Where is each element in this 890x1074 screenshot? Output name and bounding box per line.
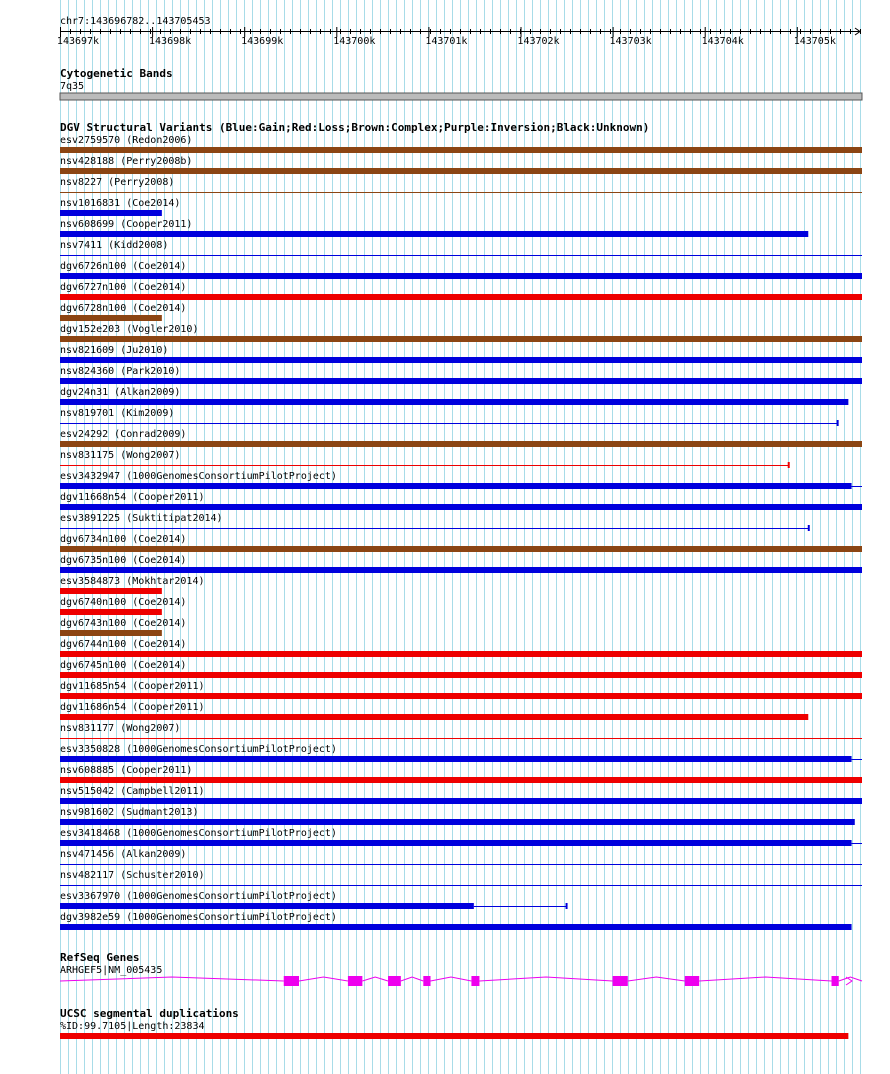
variant-row[interactable] — [60, 618, 186, 636]
variant-label: nsv7411 (Kidd2008) — [60, 240, 169, 251]
variant-bar[interactable] — [60, 630, 162, 636]
variant-row[interactable] — [60, 303, 186, 321]
segdup-label: %ID:99.7105|Length:23834 — [60, 1021, 205, 1032]
segdup-bar[interactable] — [60, 1033, 848, 1039]
variant-bar[interactable] — [60, 483, 852, 489]
dgv-track-title: DGV Structural Variants (Blue:Gain;Red:Loss;Brown:Complex;Purple:Inversion;Black:Unknown) — [60, 121, 650, 134]
variant-bar[interactable] — [60, 693, 862, 699]
ruler-tick-label: 143701k — [425, 36, 468, 47]
variant-row[interactable] — [60, 513, 809, 531]
variant-label: dgv6735n100 (Coe2014) — [60, 555, 187, 566]
gene-exon[interactable] — [685, 976, 699, 986]
variant-row[interactable] — [60, 807, 855, 825]
variant-bar[interactable] — [60, 315, 162, 321]
variant-row[interactable] — [60, 198, 180, 216]
cytoband-track-title: Cytogenetic Bands — [60, 67, 173, 80]
variant-bar[interactable] — [60, 840, 852, 846]
ruler — [57, 16, 861, 47]
variant-bar[interactable] — [60, 168, 862, 174]
variant-bar[interactable] — [60, 756, 852, 762]
strand-arrow — [846, 977, 852, 985]
variant-bar[interactable] — [60, 777, 862, 783]
ruler-tick-label: 143704k — [701, 36, 744, 47]
variant-label: nsv819701 (Kim2009) — [60, 408, 175, 419]
variant-label: nsv831175 (Wong2007) — [60, 450, 181, 461]
gene-exon[interactable] — [832, 976, 839, 986]
variant-label: dgv6740n100 (Coe2014) — [60, 597, 187, 608]
refseq-track-title: RefSeq Genes — [60, 951, 140, 964]
gene-exon[interactable] — [471, 976, 479, 986]
variant-bar[interactable] — [60, 336, 862, 342]
variant-bar[interactable] — [60, 294, 862, 300]
variant-label: esv3891225 (Suktitipat2014) — [60, 513, 223, 524]
variant-bar[interactable] — [60, 714, 808, 720]
region-label: chr7:143696782..143705453 — [60, 16, 211, 27]
variant-label: dgv24n31 (Alkan2009) — [60, 387, 181, 398]
variant-label: nsv821609 (Ju2010) — [60, 345, 169, 356]
variant-bar[interactable] — [60, 798, 862, 804]
variant-bar[interactable] — [60, 231, 808, 237]
variant-label: dgv6744n100 (Coe2014) — [60, 639, 187, 650]
gene-exon[interactable] — [423, 976, 430, 986]
ruler-tick-label: 143703k — [609, 36, 652, 47]
variant-label: nsv515042 (Campbell2011) — [60, 786, 205, 797]
segdup-track-title: UCSC segmental duplications — [60, 1007, 239, 1020]
variant-bar[interactable] — [60, 672, 862, 678]
variant-bar[interactable] — [60, 588, 162, 594]
variant-label: nsv824360 (Park2010) — [60, 366, 181, 377]
variant-label: dgv6727n100 (Coe2014) — [60, 282, 187, 293]
ruler-tick-label: 143699k — [241, 36, 284, 47]
variant-bar[interactable] — [60, 609, 162, 615]
variant-label: esv2759570 (Redon2006) — [60, 135, 193, 146]
variant-bar[interactable] — [60, 273, 862, 279]
variant-bar[interactable] — [60, 378, 862, 384]
variant-label: dgv6728n100 (Coe2014) — [60, 303, 187, 314]
gene-exon[interactable] — [348, 976, 362, 986]
variant-label: esv3418468 (1000GenomesConsortiumPilotProject) — [60, 828, 337, 839]
variant-bar[interactable] — [60, 819, 855, 825]
variant-label: dgv6734n100 (Coe2014) — [60, 534, 187, 545]
variant-label: nsv981602 (Sudmant2013) — [60, 807, 199, 818]
gene-exon[interactable] — [613, 976, 628, 986]
variant-row[interactable] — [60, 408, 838, 426]
variant-label: nsv482117 (Schuster2010) — [60, 870, 205, 881]
variant-bar[interactable] — [60, 399, 848, 405]
variant-label: dgv6745n100 (Coe2014) — [60, 660, 187, 671]
variant-bar[interactable] — [60, 567, 862, 573]
cytoband-bar[interactable] — [60, 93, 862, 100]
variant-label: dgv152e203 (Vogler2010) — [60, 324, 199, 335]
gene-label: ARHGEF5|NM_005435 — [60, 965, 163, 976]
variant-label: dgv11685n54 (Cooper2011) — [60, 681, 205, 692]
variant-bar[interactable] — [60, 357, 862, 363]
variant-bar[interactable] — [60, 546, 862, 552]
ruler-tick-label: 143697k — [56, 36, 100, 47]
variant-bar[interactable] — [60, 651, 862, 657]
variant-bar[interactable] — [60, 504, 862, 510]
gene-exon[interactable] — [284, 976, 299, 986]
variant-bar[interactable] — [60, 210, 162, 216]
variant-label: nsv1016831 (Coe2014) — [60, 198, 181, 209]
ruler-tick-label: 143700k — [333, 36, 376, 47]
cytoband-label: 7q35 — [60, 81, 85, 92]
variant-label: dgv3982e59 (1000GenomesConsortiumPilotProject) — [60, 912, 337, 923]
gene-exon[interactable] — [388, 976, 401, 986]
variant-bar[interactable] — [60, 441, 862, 447]
variant-label: esv3432947 (1000GenomesConsortiumPilotProject) — [60, 471, 337, 482]
variant-row[interactable] — [60, 450, 789, 468]
variant-label: dgv11686n54 (Cooper2011) — [60, 702, 205, 713]
ruler-tick-label: 143698k — [149, 36, 192, 47]
variant-label: dgv6743n100 (Coe2014) — [60, 618, 187, 629]
variant-label: esv24292 (Conrad2009) — [60, 429, 187, 440]
variant-bar[interactable] — [60, 147, 862, 153]
variant-row[interactable] — [60, 702, 808, 720]
variant-label: esv3584873 (Mokhtar2014) — [60, 576, 205, 587]
variant-row[interactable] — [60, 891, 567, 909]
variant-row[interactable] — [60, 597, 186, 615]
variant-row[interactable] — [60, 387, 848, 405]
variant-label: esv3367970 (1000GenomesConsortiumPilotProject) — [60, 891, 337, 902]
variant-label: nsv471456 (Alkan2009) — [60, 849, 187, 860]
variant-bar[interactable] — [60, 924, 852, 930]
variant-label: nsv831177 (Wong2007) — [60, 723, 181, 734]
variant-label: nsv608885 (Cooper2011) — [60, 765, 193, 776]
variant-bar[interactable] — [60, 903, 474, 909]
variant-row[interactable] — [60, 219, 808, 237]
variant-label: esv3350828 (1000GenomesConsortiumPilotProject) — [60, 744, 337, 755]
variant-label: nsv428188 (Perry2008b) — [60, 156, 193, 167]
variant-label: nsv8227 (Perry2008) — [60, 177, 175, 188]
ruler-tick-label: 143705k — [793, 36, 836, 47]
segdup-track — [60, 1007, 848, 1039]
variant-label: nsv608699 (Cooper2011) — [60, 219, 193, 230]
variant-row[interactable] — [60, 576, 205, 594]
ruler-tick-label: 143702k — [517, 36, 560, 47]
variant-label: dgv11668n54 (Cooper2011) — [60, 492, 205, 503]
variant-label: dgv6726n100 (Coe2014) — [60, 261, 187, 272]
